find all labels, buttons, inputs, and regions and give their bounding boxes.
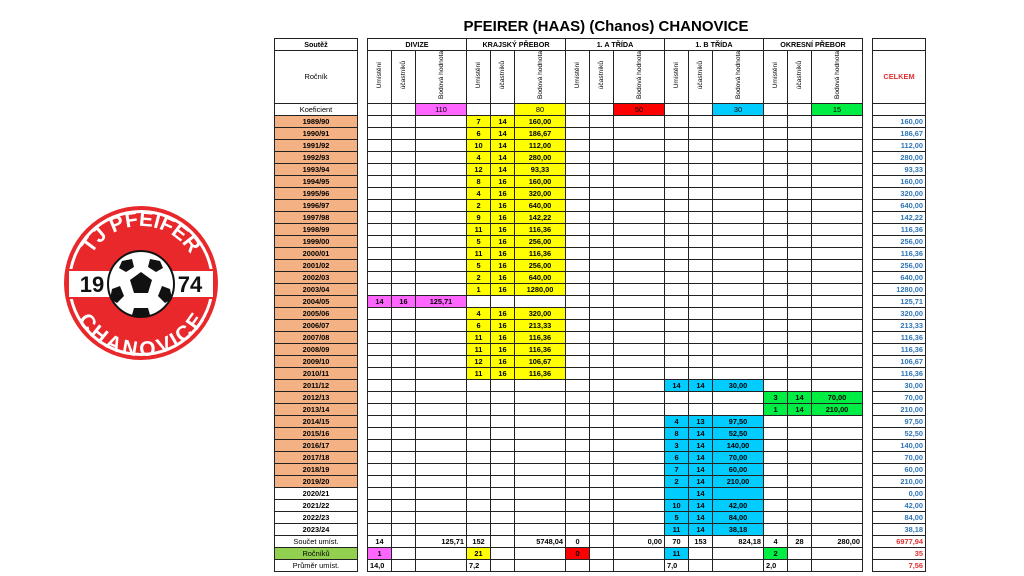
points-value: 93,33 [515,164,566,176]
teams-value: 14 [491,116,515,128]
coefficient-value: 30 [713,104,764,116]
subheader-ucastniku [590,51,614,104]
average-total: 7,56 [873,560,926,572]
season-label: 2000/01 [275,248,358,260]
subheader-label: Umístění [574,62,581,89]
season-row [275,296,926,308]
points-value: 30,00 [713,380,764,392]
teams-value: 16 [491,260,515,272]
subheader-label: Bodová hodnota [536,51,544,100]
points-value: 256,00 [515,260,566,272]
teams-value: 14 [491,140,515,152]
subheader-label: účastníků [796,61,803,90]
summary-average-row [275,560,926,572]
teams-value: 14 [689,380,713,392]
points-value: 210,00 [713,476,764,488]
sum-total: 6977,94 [873,536,926,548]
points-value: 52,50 [713,428,764,440]
placement-value: 14 [665,380,689,392]
season-row [275,524,926,536]
points-value: 38,18 [713,524,764,536]
club-logo [62,204,220,362]
seasons-count: 2 [764,548,788,560]
seasons-total: 35 [873,548,926,560]
season-total: 210,00 [873,476,926,488]
points-value: 70,00 [713,452,764,464]
points-value: 640,00 [515,200,566,212]
season-row [275,176,926,188]
placement-value: 3 [764,392,788,404]
season-total: 125,71 [873,296,926,308]
season-total: 116,36 [873,368,926,380]
placement-value: 6 [467,128,491,140]
season-total: 70,00 [873,392,926,404]
season-total: 42,00 [873,500,926,512]
season-row [275,500,926,512]
coefficient-value: 110 [416,104,467,116]
teams-value: 16 [491,236,515,248]
season-label: 2019/20 [275,476,358,488]
placement-value: 11 [467,344,491,356]
season-row [275,512,926,524]
subheader-label: Umístění [376,62,383,89]
season-label: 2004/05 [275,296,358,308]
header-row-competitions [275,39,926,51]
placement-value [665,488,689,500]
season-label: 2010/11 [275,368,358,380]
subheader-label: Bodová hodnota [437,51,445,100]
season-total: 320,00 [873,308,926,320]
points-value: 1280,00 [515,284,566,296]
subheader-label: Bodová hodnota [833,51,841,100]
subheader-label: účastníků [499,61,506,90]
subheader-ucastniku [491,51,515,104]
season-row [275,428,926,440]
subheader-bodova [515,51,566,104]
placement-value: 11 [467,224,491,236]
coefficient-value: 50 [614,104,665,116]
label-soucet: Součet umíst. [275,536,358,548]
subheader-label: Bodová hodnota [635,51,643,100]
teams-value: 14 [689,428,713,440]
season-row [275,152,926,164]
teams-value: 16 [491,272,515,284]
teams-value: 14 [689,524,713,536]
average-placement: 7,0 [665,560,689,572]
season-row [275,200,926,212]
season-total: 186,67 [873,128,926,140]
teams-value: 16 [491,368,515,380]
seasons-count: 11 [665,548,689,560]
subheader-umisteni [665,51,689,104]
sum-teams [491,536,515,548]
seasons-count: 1 [368,548,392,560]
average-placement: 2,0 [764,560,788,572]
season-row [275,452,926,464]
teams-value: 16 [491,284,515,296]
season-label: 2005/06 [275,308,358,320]
subheader-umisteni [368,51,392,104]
season-label: 2011/12 [275,380,358,392]
season-row [275,284,926,296]
teams-value: 14 [491,152,515,164]
season-total: 97,50 [873,416,926,428]
points-value: 280,00 [515,152,566,164]
sum-teams: 153 [689,536,713,548]
points-value: 320,00 [515,188,566,200]
subheader-ucastniku [689,51,713,104]
season-total: 70,00 [873,452,926,464]
teams-value: 16 [491,212,515,224]
placement-value: 14 [368,296,392,308]
season-total: 256,00 [873,236,926,248]
teams-value: 14 [689,512,713,524]
season-label: 2018/19 [275,464,358,476]
season-label: 2016/17 [275,440,358,452]
subheader-bodova [713,51,764,104]
season-row [275,404,926,416]
season-total: 213,33 [873,320,926,332]
season-label: 1991/92 [275,140,358,152]
placement-value: 11 [467,248,491,260]
season-total: 52,50 [873,428,926,440]
points-value: 42,00 [713,500,764,512]
sum-points: 280,00 [812,536,863,548]
sum-points: 0,00 [614,536,665,548]
competition-header: KRAJSKÝ PŘEBOR [467,39,566,51]
teams-value: 14 [788,392,812,404]
points-value: 142,22 [515,212,566,224]
points-value: 210,00 [812,404,863,416]
teams-value: 16 [491,356,515,368]
placement-value: 8 [467,176,491,188]
label-celkem: CELKEM [873,51,926,104]
soccer-ball-icon [108,251,174,317]
season-total: 256,00 [873,260,926,272]
subheader-umisteni [764,51,788,104]
season-row [275,464,926,476]
logo-top-text: TJ PFEIFER [76,207,205,258]
season-label: 2017/18 [275,452,358,464]
subheader-bodova [614,51,665,104]
points-value: 160,00 [515,176,566,188]
season-total: 140,00 [873,440,926,452]
coefficient-row [275,104,926,116]
sum-placement: 14 [368,536,392,548]
subheader-label: Umístění [673,62,680,89]
season-total: 160,00 [873,176,926,188]
competition-header: OKRESNÍ PŘEBOR [764,39,863,51]
season-total: 1280,00 [873,284,926,296]
season-label: 2014/15 [275,416,358,428]
seasons-count: 21 [467,548,491,560]
sum-teams [590,536,614,548]
season-label: 1997/98 [275,212,358,224]
points-value: 256,00 [515,236,566,248]
teams-value: 14 [689,464,713,476]
competition-header: 1. A TŘÍDA [566,39,665,51]
season-row [275,332,926,344]
season-row [275,344,926,356]
season-row [275,164,926,176]
placement-value: 10 [665,500,689,512]
average-placement: 14,0 [368,560,392,572]
teams-value: 14 [689,452,713,464]
season-row [275,236,926,248]
season-label: 2001/02 [275,260,358,272]
season-row [275,356,926,368]
season-label: 2022/23 [275,512,358,524]
season-row [275,140,926,152]
sum-placement: 0 [566,536,590,548]
season-total: 116,36 [873,344,926,356]
teams-value: 16 [491,320,515,332]
points-value: 640,00 [515,272,566,284]
label-rocniku: Ročníků [275,548,358,560]
subheader-ucastniku [392,51,416,104]
season-total: 116,36 [873,332,926,344]
sum-teams [392,536,416,548]
teams-value: 14 [689,500,713,512]
placement-value: 2 [467,272,491,284]
teams-value: 16 [491,332,515,344]
season-total: 280,00 [873,152,926,164]
season-label: 2023/24 [275,524,358,536]
subheader-label: účastníků [697,61,704,90]
subheader-ucastniku [788,51,812,104]
points-value: 97,50 [713,416,764,428]
season-label: 2021/22 [275,500,358,512]
points-value: 116,36 [515,344,566,356]
season-label: 2013/14 [275,404,358,416]
season-total: 106,67 [873,356,926,368]
season-total: 30,00 [873,380,926,392]
season-label: 1996/97 [275,200,358,212]
subheader-umisteni [467,51,491,104]
coefficient-value: 80 [515,104,566,116]
seasons-count: 0 [566,548,590,560]
placement-value: 1 [467,284,491,296]
season-row [275,392,926,404]
label-rocnik: Ročník [275,51,358,104]
sum-placement: 4 [764,536,788,548]
teams-value: 16 [491,188,515,200]
placement-value: 7 [467,116,491,128]
season-total: 60,00 [873,464,926,476]
placement-value: 5 [665,512,689,524]
season-label: 2007/08 [275,332,358,344]
season-total: 84,00 [873,512,926,524]
summary-seasons-row [275,548,926,560]
season-total: 93,33 [873,164,926,176]
subheader-label: Umístění [772,62,779,89]
teams-value: 14 [491,164,515,176]
season-total: 640,00 [873,200,926,212]
season-label: 1992/93 [275,152,358,164]
header-row-subcolumns [275,51,926,104]
points-value: 112,00 [515,140,566,152]
teams-value: 16 [491,224,515,236]
placement-value: 11 [665,524,689,536]
season-row [275,224,926,236]
season-label: 2015/16 [275,428,358,440]
season-label: 1998/99 [275,224,358,236]
placement-value: 12 [467,164,491,176]
points-value: 116,36 [515,332,566,344]
season-label: 2008/09 [275,344,358,356]
placement-value: 5 [467,236,491,248]
teams-value: 16 [491,344,515,356]
placement-value: 5 [467,260,491,272]
season-row [275,260,926,272]
season-label: 2003/04 [275,284,358,296]
season-row [275,476,926,488]
teams-value: 14 [689,440,713,452]
competition-header: DIVIZE [368,39,467,51]
season-row [275,308,926,320]
season-row [275,440,926,452]
season-total: 116,36 [873,224,926,236]
teams-value: 16 [491,308,515,320]
points-value: 116,36 [515,368,566,380]
season-total: 640,00 [873,272,926,284]
placement-value: 4 [467,308,491,320]
points-value: 140,00 [713,440,764,452]
average-placement [566,560,590,572]
season-label: 2006/07 [275,320,358,332]
teams-value: 14 [689,476,713,488]
sum-placement: 70 [665,536,689,548]
season-total: 160,00 [873,116,926,128]
season-total: 210,00 [873,404,926,416]
points-value: 84,00 [713,512,764,524]
label-soutez: Soutěž [275,39,358,51]
teams-value: 16 [392,296,416,308]
statistics-table [274,38,926,572]
points-value: 116,36 [515,224,566,236]
season-total: 116,36 [873,248,926,260]
teams-value: 14 [788,404,812,416]
points-value: 320,00 [515,308,566,320]
placement-value: 6 [665,452,689,464]
teams-value: 13 [689,416,713,428]
teams-value: 16 [491,200,515,212]
placement-value: 4 [665,416,689,428]
points-value: 116,36 [515,248,566,260]
placement-value: 9 [467,212,491,224]
placement-value: 11 [467,368,491,380]
placement-value: 2 [665,476,689,488]
subheader-umisteni [566,51,590,104]
placement-value: 1 [764,404,788,416]
season-total: 38,18 [873,524,926,536]
season-label: 2020/21 [275,488,358,500]
season-label: 1989/90 [275,116,358,128]
logo-bottom-text: CHANOVICE [73,309,209,362]
placement-value: 12 [467,356,491,368]
season-row [275,272,926,284]
season-label: 1999/00 [275,236,358,248]
subheader-label: účastníků [598,61,605,90]
label-prumer: Průměr umíst. [275,560,358,572]
placement-value: 2 [467,200,491,212]
points-value: 70,00 [812,392,863,404]
season-row [275,488,926,500]
season-row [275,212,926,224]
coefficient-value: 15 [812,104,863,116]
placement-value: 4 [467,188,491,200]
placement-value: 3 [665,440,689,452]
summary-sum-row [275,536,926,548]
label-koeficient: Koeficient [275,104,358,116]
points-value: 186,67 [515,128,566,140]
placement-value: 6 [467,320,491,332]
season-label: 1995/96 [275,188,358,200]
placement-value: 11 [467,332,491,344]
teams-value: 14 [491,128,515,140]
teams-value: 14 [689,488,713,500]
subheader-bodova [416,51,467,104]
sum-points: 5748,04 [515,536,566,548]
season-label: 2002/03 [275,272,358,284]
season-row [275,416,926,428]
season-label: 2009/10 [275,356,358,368]
season-total: 320,00 [873,188,926,200]
points-value [713,488,764,500]
season-total: 112,00 [873,140,926,152]
page-title: PFEIRER (HAAS) (Chanos) CHANOVICE [463,18,749,35]
season-label: 2012/13 [275,392,358,404]
points-value: 125,71 [416,296,467,308]
points-value: 160,00 [515,116,566,128]
season-label: 1994/95 [275,176,358,188]
placement-value: 4 [467,152,491,164]
placement-value: 8 [665,428,689,440]
season-row [275,248,926,260]
subheader-bodova [812,51,863,104]
placement-value: 7 [665,464,689,476]
season-row [275,188,926,200]
subheader-label: účastníků [400,61,407,90]
season-row [275,320,926,332]
season-label: 1990/91 [275,128,358,140]
season-row [275,380,926,392]
season-label: 1993/94 [275,164,358,176]
points-value: 106,67 [515,356,566,368]
teams-value: 16 [491,176,515,188]
season-row [275,368,926,380]
subheader-label: Bodová hodnota [734,51,742,100]
placement-value: 10 [467,140,491,152]
points-value: 60,00 [713,464,764,476]
logo-year-right: 74 [177,272,203,297]
subheader-label: Umístění [475,62,482,89]
sum-points: 125,71 [416,536,467,548]
season-total: 0,00 [873,488,926,500]
logo-year-left: 19 [79,272,105,297]
teams-value: 16 [491,248,515,260]
sum-teams: 28 [788,536,812,548]
sum-placement: 152 [467,536,491,548]
season-row [275,116,926,128]
season-total: 142,22 [873,212,926,224]
average-placement: 7,2 [467,560,491,572]
competition-header: 1. B TŘÍDA [665,39,764,51]
season-row [275,128,926,140]
points-value: 213,33 [515,320,566,332]
sum-points: 824,18 [713,536,764,548]
